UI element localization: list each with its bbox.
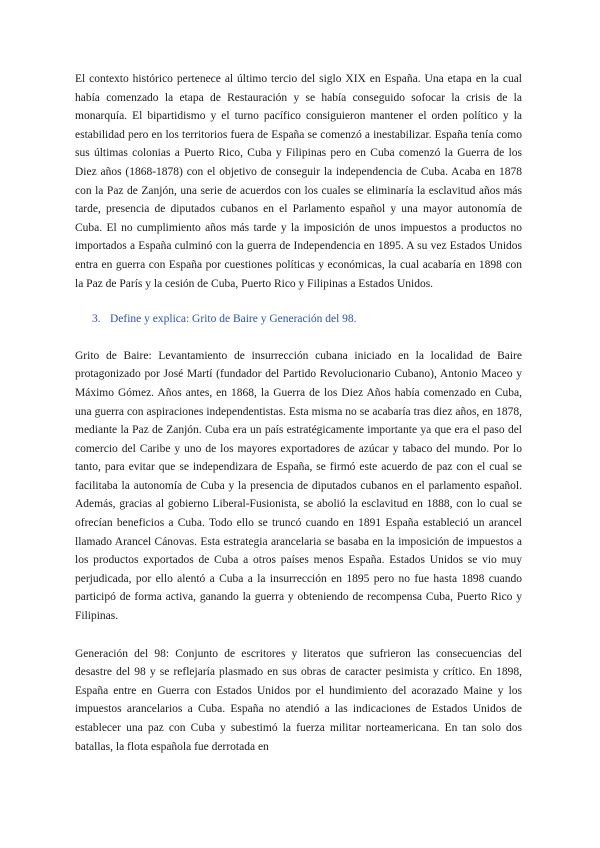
context-paragraph: El contexto histórico pertenece al último tercio del siglo XIX en España. Una etapa en la cual había comenzado la etapa de Restauración y se había conseguido sofocar la crisis de la monarquía. El bipartidismo y el turno pacífico consiguieron mantener el orden político y la estabilidad pero en los territorios fuera de España se comenzó a inestabilizar. España tenía como sus últimas colonias a Puerto Rico, Cuba y Filipinas pero en Cuba comenzó la Guerra de los Diez años (1868-1878) con el objetivo de conseguir la independencia de Cuba. Acaba en 1878 con la Paz de Zanjón, una serie de acuerdos con los cuales se eliminaría la esclavitud años más tarde, presencia de diputados cubanos en el Parlamento español y una mayor autonomía de Cuba. El no cumplimiento años más tarde y la imposición de unos impuestos a productos no importados a España culminó con la guerra de Independencia en 1895. A su vez Estados Unidos entra en guerra con España por cuestiones políticas y económicas, la cual acabaría en 1898 con la Paz de París y la cesión de Cuba, Puerto Rico y Filipinas a Estados Unidos. bbox=[75, 73, 522, 290]
heading-text: Define y explica: Grito de Baire y Generación del 98. bbox=[110, 313, 357, 326]
heading-number: 3. bbox=[92, 313, 101, 326]
grito-de-baire-paragraph: Grito de Baire: Levantamiento de insurrección cubana iniciado en la localidad de Baire protagonizado por José Martí (fundador del Partido Revolucionario Cubano), Antonio Maceo y Máximo Gómez. Años antes, en 1868, la Guerra de los Diez Años había comenzado en Cuba, una guerra con aspiraciones independentistas. Esta misma no se acabaría tras diez años, en 1878, mediante la Paz de Zanjón. Cuba era un país estratégicamente importante ya que era el paso del comercio del Caribe y uno de los mayores exportadores de azúcar y tabaco del mundo. Por lo tanto, para evitar que se independizara de España, se firmó este acuerdo de paz con el cual se facilitaba la autonomía de Cuba y la presencia de diputados cubanos en el parlamento español. Además, gracias al gobierno Liberal-Fusionista, se abolió la esclavitud en 1888, con lo cual se ofrecían beneficios a Cuba. Todo ello se truncó cuando en 1891 España estableció un arancel llamado Arancel Cánovas. Esta estrategia arancelaria se basaba en la imposición de impuestos a los productos exportados de Cuba a otros países menos España. Estados Unidos se vio muy perjudicada, por ello alentó a Cuba a la insurrección en 1895 pero no fue hasta 1898 cuando participó de forma activa, ganando la guerra y obteniendo de recompensa Cuba, Puerto Rico y Filipinas. bbox=[75, 349, 522, 623]
document-page bbox=[75, 70, 522, 756]
section-heading bbox=[75, 310, 522, 329]
generacion-98-paragraph: Generación del 98: Conjunto de escritores y literatos que sufrieron las consecuencias del desastre del 98 y se reflejaría plasmado en sus obras de caracter pesimista y crítico. En 1898, España entre en Guerra con Estados Unidos por el hundimiento del acorazado Maine y los impuestos arancelarios a Cuba. España no atendió a las indicaciones de Estados Unidos de establecer una paz con Cuba y subestimó la fuerza militar norteamericana. En tan solo dos batallas, la flota española fue derrotada en bbox=[75, 647, 522, 753]
